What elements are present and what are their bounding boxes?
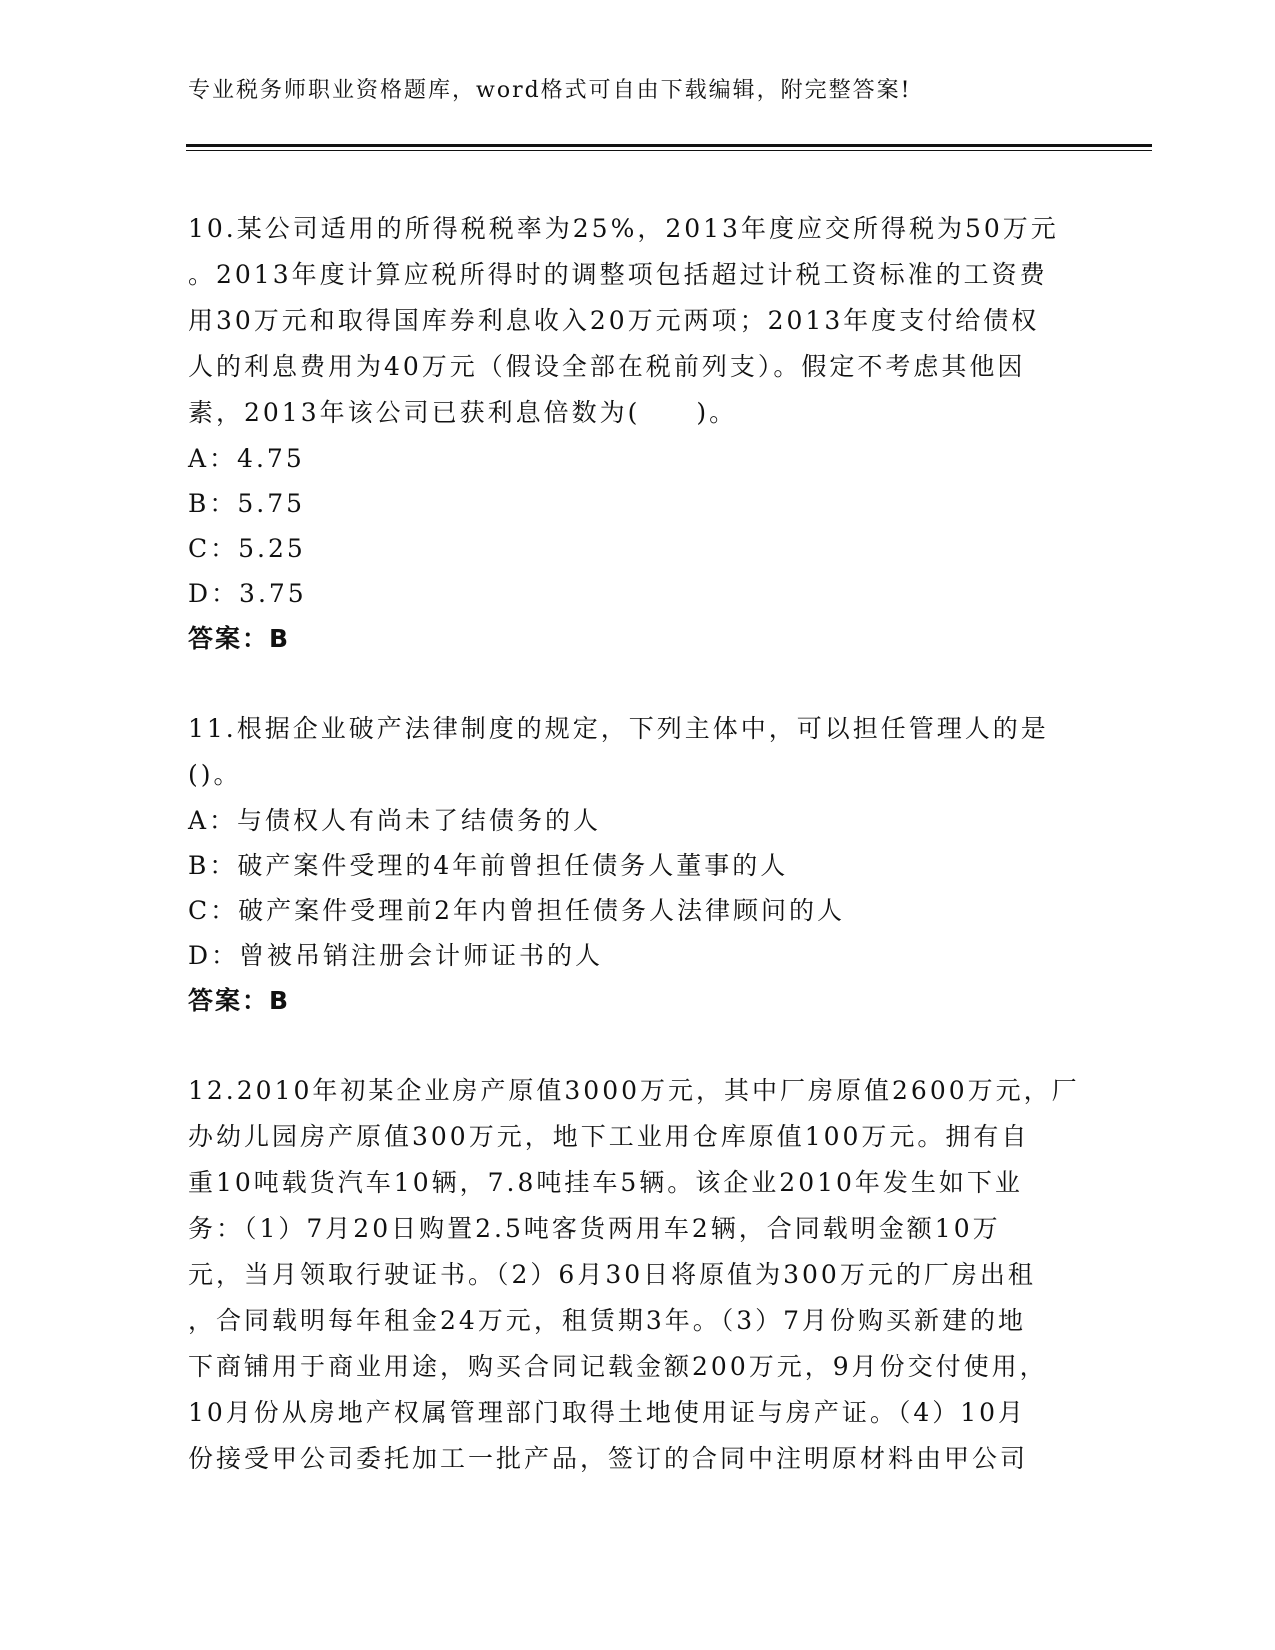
question-stem-line: 。2013年度计算应税所得时的调整项包括超过计税工资标准的工资费 bbox=[188, 260, 1048, 289]
question-spacer bbox=[188, 1023, 1088, 1068]
question-stem-line: 人的利息费用为40万元（假设全部在税前列支）。假定不考虑其他因 bbox=[188, 352, 1026, 381]
question-stem-line: 10月份从房地产权属管理部门取得土地使用证与房产证。（4）10月 bbox=[188, 1398, 1027, 1427]
question-stem-line: 务：（1）7月20日购置2.5吨客货两用车2辆，合同载明金额10万 bbox=[188, 1214, 1001, 1243]
header-rule-thin bbox=[186, 150, 1152, 151]
question-stem-line: 重10吨载货汽车10辆，7.8吨挂车5辆。该企业2010年发生如下业 bbox=[188, 1168, 1023, 1197]
question-stem-line: 10.某公司适用的所得税税率为25%，2013年度应交所得税为50万元 bbox=[188, 214, 1059, 243]
question-stem-line: 份接受甲公司委托加工一批产品，签订的合同中注明原材料由甲公司 bbox=[188, 1444, 1029, 1473]
question-stem-line: 素，2013年该公司已获利息倍数为( )。 bbox=[188, 398, 738, 427]
option-d: D：曾被吊销注册会计师证书的人 bbox=[188, 941, 604, 970]
question-list bbox=[188, 206, 1088, 1482]
header-rule-thick bbox=[186, 144, 1152, 147]
question-stem-line: 11.根据企业破产法律制度的规定，下列主体中，可以担任管理人的是 bbox=[188, 714, 1049, 743]
question-12 bbox=[188, 1068, 1088, 1482]
option-a: A：4.75 bbox=[188, 444, 305, 473]
question-stem-line: ()。 bbox=[188, 760, 242, 789]
option-d: D：3.75 bbox=[188, 579, 307, 608]
page-header: 专业税务师职业资格题库，word格式可自由下载编辑，附完整答案! bbox=[188, 78, 912, 103]
question-11 bbox=[188, 706, 1088, 1023]
question-stem-line: 用30万元和取得国库券利息收入20万元两项；2013年度支付给债权 bbox=[188, 306, 1040, 335]
option-b: B：5.75 bbox=[188, 489, 306, 518]
question-stem-line: 办幼儿园房产原值300万元，地下工业用仓库原值100万元。拥有自 bbox=[188, 1122, 1030, 1151]
question-stem-line: 12.2010年初某企业房产原值3000万元，其中厂房原值2600万元，厂 bbox=[188, 1076, 1080, 1105]
option-c: C：5.25 bbox=[188, 534, 306, 563]
answer-label: 答案：B bbox=[188, 624, 291, 653]
question-stem-line: ，合同载明每年租金24万元，租赁期3年。（3）7月份购买新建的地 bbox=[188, 1306, 1027, 1335]
question-10 bbox=[188, 206, 1088, 661]
question-stem-line: 下商铺用于商业用途，购买合同记载金额200万元，9月份交付使用， bbox=[188, 1352, 1048, 1381]
option-a: A：与债权人有尚未了结债务的人 bbox=[188, 806, 602, 835]
question-spacer bbox=[188, 661, 1088, 706]
option-b: B：破产案件受理的4年前曾担任债务人董事的人 bbox=[188, 851, 789, 880]
answer-label: 答案：B bbox=[188, 986, 291, 1015]
option-c: C：破产案件受理前2年内曾担任债务人法律顾问的人 bbox=[188, 896, 846, 925]
question-stem-line: 元，当月领取行驶证书。（2）6月30日将原值为300万元的厂房出租 bbox=[188, 1260, 1036, 1289]
